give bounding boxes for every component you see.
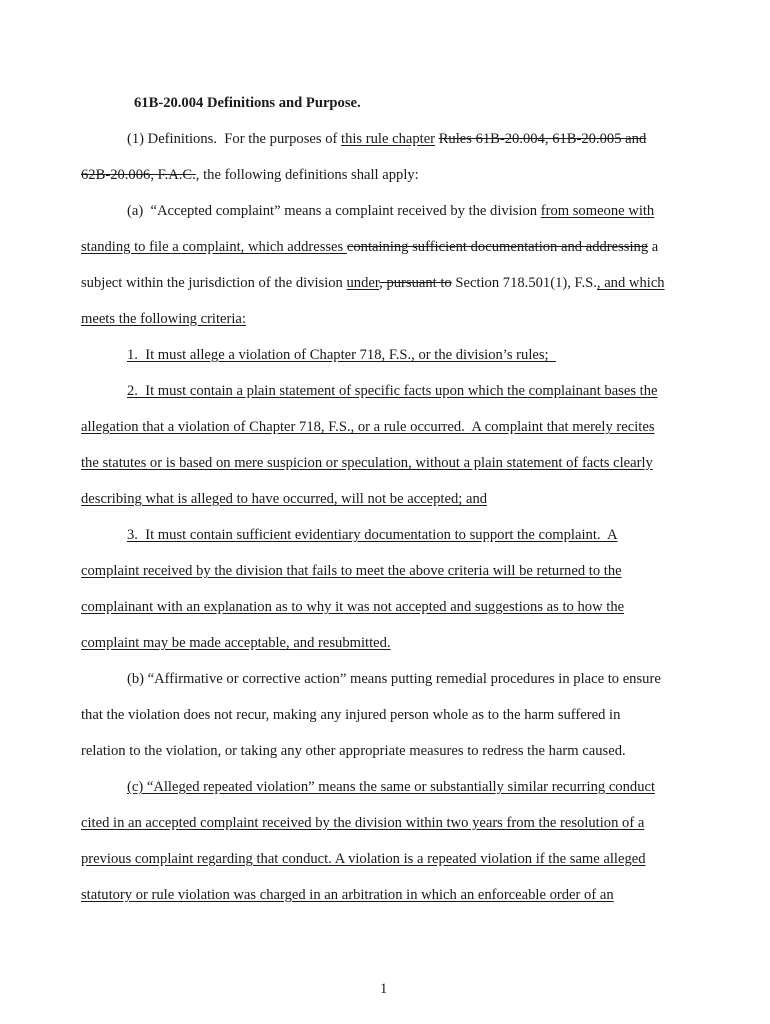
inserted-text: standing to file a complaint, which addresses (81, 239, 347, 255)
deleted-text: containing sufficient documentation and addressing (346, 239, 649, 255)
definitions-intro-line-1 (127, 130, 646, 148)
definitions-intro-line-2 (81, 166, 419, 184)
repeated-violation-line-4: statutory or rule violation was charged in an arbitration in which an enforceable order of an (81, 887, 614, 903)
accepted-complaint-line-2 (81, 238, 658, 256)
inserted-text: from someone with (540, 203, 655, 219)
accepted-complaint-lead: (a) “Accepted complaint” means a complaint received by the division (127, 203, 541, 219)
rule-number: 61B-20.004 (134, 95, 204, 111)
definitions-lead: (1) Definitions. For the purposes of (127, 131, 342, 147)
accepted-complaint-line-1 (127, 202, 654, 220)
definitions-tail: , the following definitions shall apply: (195, 167, 419, 183)
deleted-text: 62B-20.006, F.A.C. (81, 167, 196, 183)
plain-text: a (648, 239, 659, 255)
deleted-text: , pursuant to (379, 275, 452, 291)
inserted-text: this rule chapter (341, 131, 436, 147)
criterion-3-line-1: 3. It must contain sufficient evidentiary documentation to support the complaint. A (127, 527, 618, 543)
criterion-3-line-2: complaint received by the division that fails to meet the above criteria will be returned to the (81, 563, 622, 579)
criterion-3-line-3: complainant with an explanation as to why it was not accepted and suggestions as to how the (81, 599, 625, 615)
page-number: 1 (380, 981, 388, 997)
section-reference: Section 718.501(1), F.S. (451, 275, 597, 291)
criterion-3-line-4: complaint may be made acceptable, and resubmitted. (81, 635, 391, 651)
repeated-violation-line-3: previous complaint regarding that conduct. A violation is a repeated violation if the same alleged (81, 851, 646, 867)
criterion-2-line-4: describing what is alleged to have occurred, will not be accepted; and (81, 491, 488, 507)
repeated-violation-line-2: cited in an accepted complaint received by the division within two years from the resolution of a (81, 815, 645, 831)
inserted-text: under (346, 275, 380, 291)
criterion-2-line-2: allegation that a violation of Chapter 718, F.S., or a rule occurred. A complaint that merely recites (81, 419, 655, 435)
rule-title: Definitions and Purpose. (206, 95, 361, 111)
affirmative-action-line-3: relation to the violation, or taking any other appropriate measures to redress the harm caused. (81, 743, 626, 759)
inserted-text: , and which (596, 275, 665, 291)
accepted-complaint-line-4: meets the following criteria: (81, 311, 246, 327)
criterion-1: 1. It must allege a violation of Chapter 718, F.S., or the division’s rules; (127, 347, 556, 363)
criterion-2-line-3: the statutes or is based on mere suspicion or speculation, without a plain statement of facts clearly (81, 455, 653, 471)
affirmative-action-line-1: (b) “Affirmative or corrective action” means putting remedial procedures in place to ensure (127, 671, 661, 687)
accepted-complaint-line-3 (81, 274, 665, 292)
plain-text: subject within the jurisdiction of the division (81, 275, 347, 291)
criterion-2-line-1: 2. It must contain a plain statement of specific facts upon which the complainant bases the (127, 383, 658, 399)
affirmative-action-line-2: that the violation does not recur, making any injured person whole as to the harm suffered in (81, 707, 621, 723)
deleted-text: Rules 61B-20.004, 61B-20.005 and (438, 131, 647, 147)
repeated-violation-line-1: (c) “Alleged repeated violation” means the same or substantially similar recurring conduct (127, 779, 656, 795)
rule-heading (134, 94, 361, 112)
